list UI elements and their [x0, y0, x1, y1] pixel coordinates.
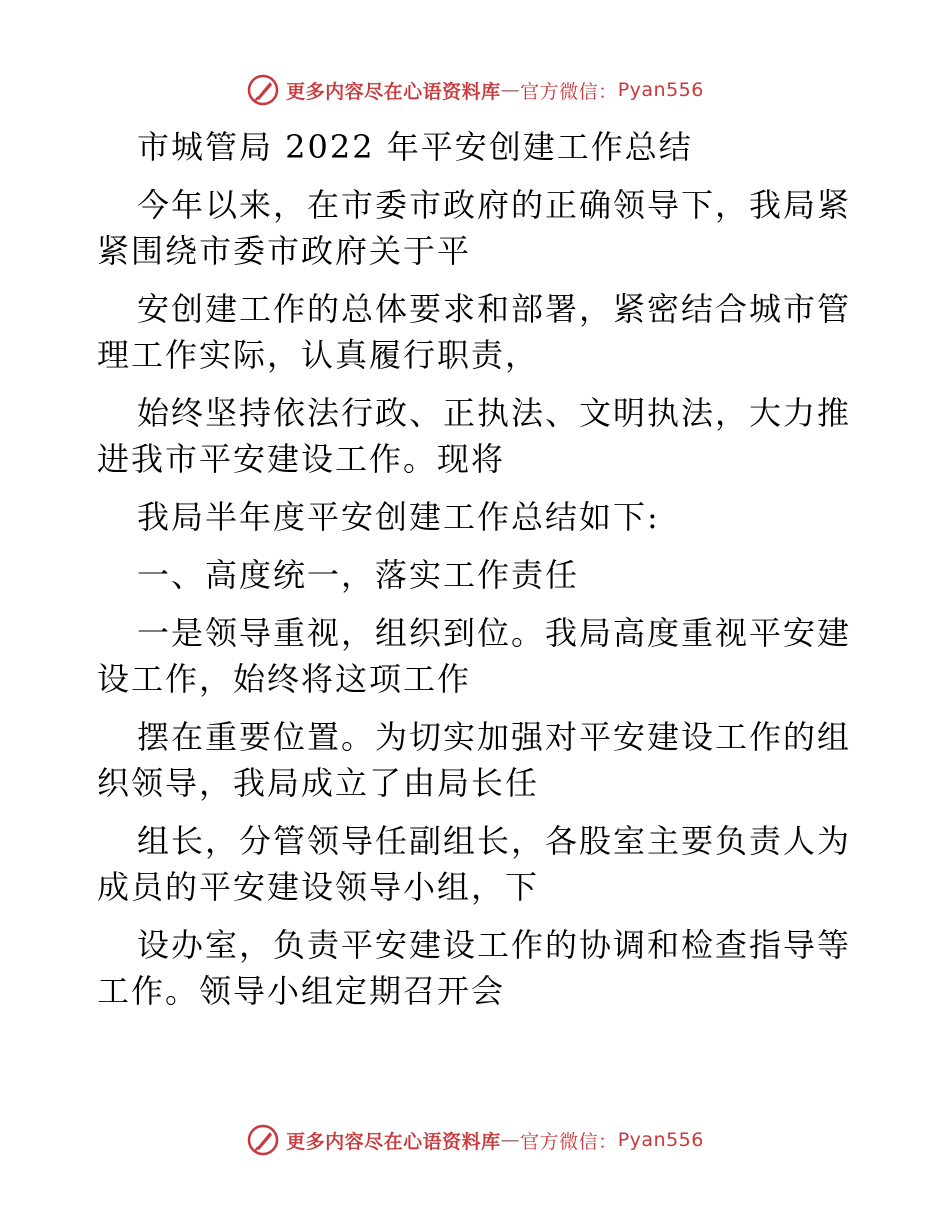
watermark-separator: — [500, 1129, 521, 1151]
section-heading: 一、高度统一，落实工作责任 [137, 556, 580, 594]
paragraph-line: 设工作，始终将这项工作 [97, 660, 472, 698]
paragraph-line: 今年以来，在市委市政府的正确领导下，我局紧 [137, 186, 852, 224]
paragraph-line: 进我市平安建设工作。现将 [97, 440, 506, 478]
watermark-label: 官方微信： [520, 1130, 618, 1153]
paragraph-line: 我局半年度平安创建工作总结如下: [137, 498, 660, 536]
watermark-label: 官方微信： [520, 80, 618, 103]
paragraph-line: 始终坚持依法行政、正执法、文明执法，大力推 [137, 394, 852, 432]
header-watermark [0, 70, 950, 110]
paragraph-line: 设办室，负责平安建设工作的协调和检查指导等 [137, 926, 852, 964]
footer-watermark [0, 1120, 950, 1160]
document-body [97, 124, 853, 1014]
paragraph-line: 工作。领导小组定期召开会 [97, 972, 506, 1010]
quill-logo-icon [246, 73, 280, 107]
paragraph-line: 成员的平安建设领导小组，下 [97, 868, 540, 906]
paragraph-line: 一是领导重视，组织到位。我局高度重视平安建 [137, 614, 852, 652]
quill-logo-icon [246, 1123, 280, 1157]
paragraph-line: 摆在重要位置。为切实加强对平安建设工作的组 [137, 718, 852, 756]
watermark-main-text: 更多内容尽在心语资料库 [286, 1130, 501, 1153]
paragraph-line: 紧围绕市委市政府关于平 [97, 232, 472, 270]
watermark-separator: — [500, 79, 521, 101]
paragraph-line: 理工作实际，认真履行职责， [97, 336, 540, 374]
watermark-id: Pyan556 [617, 79, 704, 101]
paragraph-line: 安创建工作的总体要求和部署，紧密结合城市管 [137, 290, 852, 328]
document-title: 市城管局 2022 年平安创建工作总结 [137, 128, 693, 166]
watermark-id: Pyan556 [617, 1129, 704, 1151]
paragraph-line: 组长，分管领导任副组长，各股室主要负责人为 [137, 822, 852, 860]
watermark-main-text: 更多内容尽在心语资料库 [286, 80, 501, 103]
paragraph-line: 织领导，我局成立了由局长任 [97, 764, 540, 802]
